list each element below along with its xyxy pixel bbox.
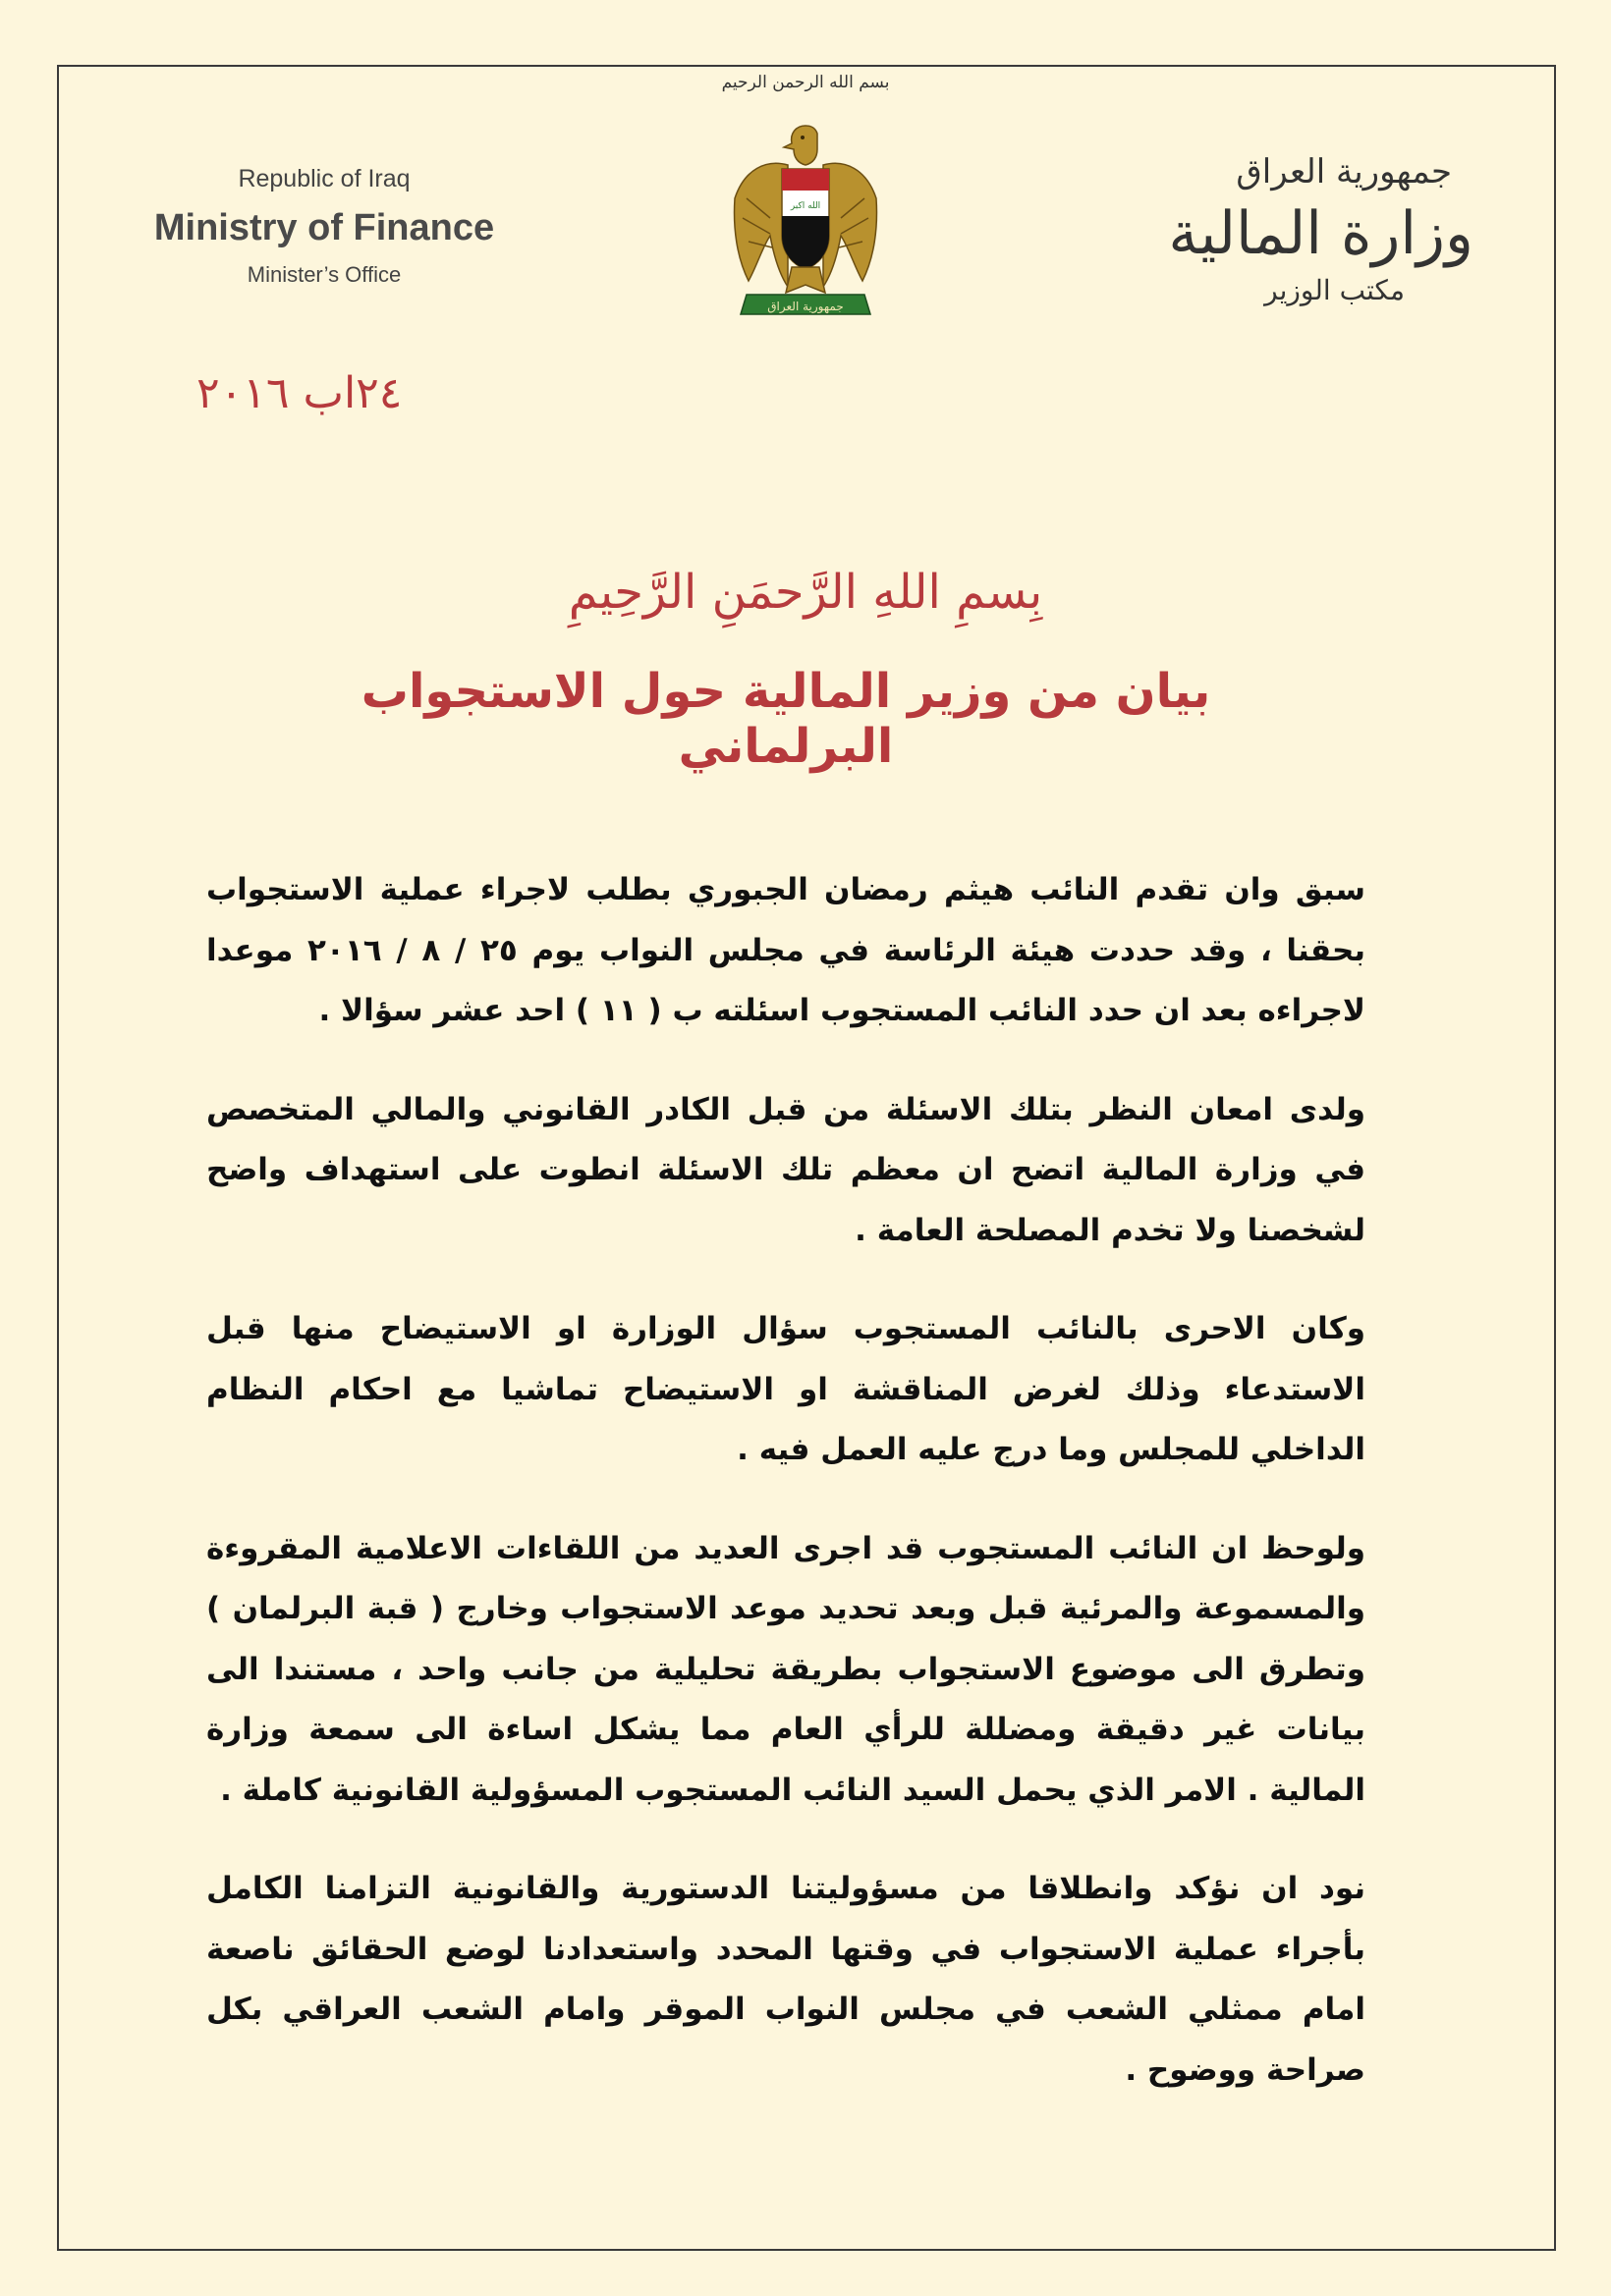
ar-republic-label: جمهورية العراق	[1236, 152, 1452, 191]
paragraph: سبق وان تقدم النائب هيثم رمضان الجبوري بطلب لاجراء عملية الاستجواب بحقنا ، وقد حددت هيئة الرئاسة في مجلس النواب يوم ٢٥ / ٨ / ٢٠١٦ موعدا لاجراءه بعد ان حدد النائب المستجوب اسئلته ب ( ١١ ) احد عشر سؤالا .	[206, 872, 1365, 1028]
en-republic-label: Republic of Iraq	[238, 165, 411, 192]
header-basmala: بسم الله الرحمن الرحيم	[721, 73, 890, 92]
paragraph: ولوحظ ان النائب المستجوب قد اجرى العديد من اللقاءات الاعلامية المقروءة والمسموعة والمرئية قبل وبعد تحديد موعد الاستجواب وخارج ( قبة البرلمان ) وتطرق الى موضوع الاستجواب بطريقة تحليلية من جانب واحد ، مستندا الى بيانات غير دقيقة ومضللة للرأي العام مما يشكل اساءة الى سمعة وزارة المالية . الامر الذي يحمل السيد النائب المستجوب المسؤولية القانونية كاملة .	[206, 1530, 1365, 1808]
emblem-ribbon-text: جمهورية العراق	[767, 300, 844, 313]
english-letterhead	[118, 157, 530, 295]
en-office-label: Minister’s Office	[247, 262, 402, 287]
basmala-heading: بِسمِ اللهِ الرَّحمَنِ الرَّحِيمِ	[568, 565, 1043, 620]
emblem-center-text: الله اكبر	[790, 201, 821, 211]
statement-title: بيان من وزير المالية حول الاستجواب البرلماني	[361, 664, 1211, 774]
ar-ministry-label: وزارة المالية	[1168, 199, 1473, 268]
arabic-letterhead	[1081, 147, 1473, 310]
paragraph: ولدى امعان النظر بتلك الاسئلة من قبل الكادر القانوني والمالي المتخصص في وزارة المالية اتضح ان معظم تلك الاسئلة انطوت على استهداف واضح لشخصنا ولا تخدم المصلحة العامة .	[206, 1091, 1365, 1248]
letter-date: ٢٤اب ٢٠١٦	[196, 368, 403, 418]
paragraph: وكان الاحرى بالنائب المستجوب سؤال الوزارة او الاستيضاح منها قبل الاستدعاء وذلك لغرض المناقشة او الاستيضاح تماشيا مع احكام النظام الداخلي للمجلس وما درج عليه العمل فيه .	[206, 1311, 1365, 1467]
statement-body	[206, 860, 1365, 2139]
eagle-emblem-icon	[727, 120, 884, 324]
ar-office-label: مكتب الوزير	[1264, 274, 1405, 306]
paragraph: نود ان نؤكد وانطلاقا من مسؤوليتنا الدستورية والقانونية التزامنا الكامل بأجراء عملية الاستجواب في وقتها المحدد واستعدادنا لوضع الحقائق ناصعة امام ممثلي الشعب في مجلس النواب الموقر وامام الشعب العراقي بكل صراحة ووضوح .	[206, 1871, 1365, 2088]
en-ministry-label: Ministry of Finance	[153, 207, 495, 248]
